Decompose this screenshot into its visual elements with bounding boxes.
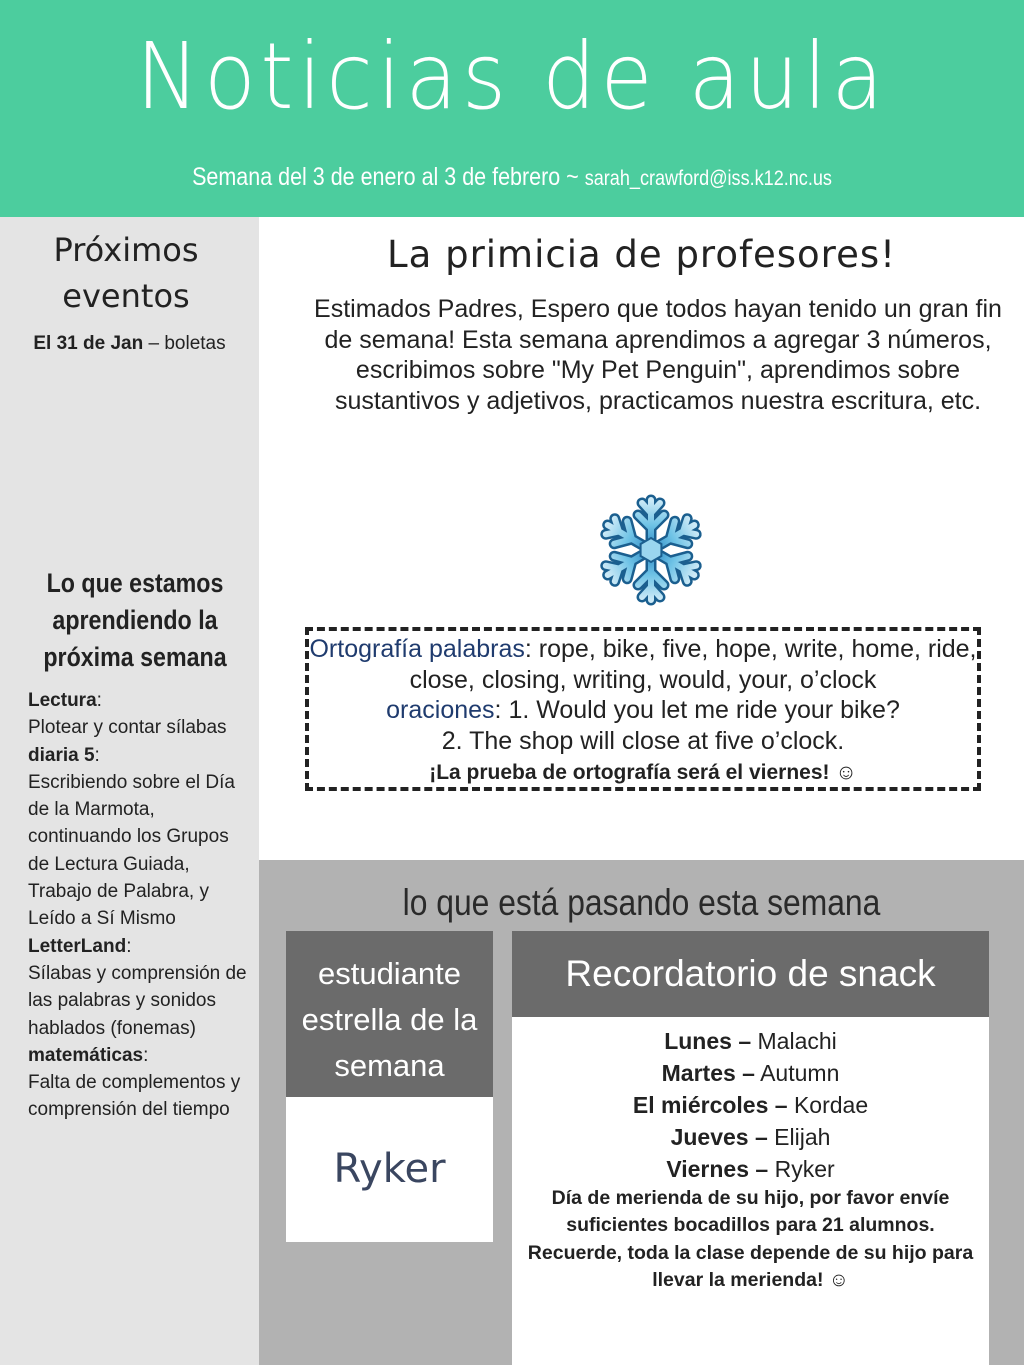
snack-name: Kordae — [793, 1092, 869, 1118]
upcoming-event — [0, 331, 259, 357]
snack-row — [512, 1089, 989, 1121]
teacher-scoop-title: La primicia de profesores! — [387, 233, 896, 276]
snack-row — [512, 1121, 989, 1153]
subject-item: diaria 5: Escribiendo sobre el Día de la Marmota, continuando los Grupos de Lectura Guiada, Trabajo de Palabra, y Leído a Sí Mismo — [28, 744, 235, 930]
snack-day: Lunes – — [664, 1028, 752, 1054]
spelling-test-note: ¡La prueba de ortografía será el viernes! ☺ — [429, 761, 857, 784]
subject-text: Falta de complementos y comprensión del tiempo — [28, 1072, 241, 1121]
subject-item: Lectura: Plotear y contar sílabas — [28, 690, 227, 739]
subject-label: LetterLand — [28, 935, 127, 957]
subject-label: Lectura — [28, 690, 97, 711]
spelling-words: : rope, bike, five, hope, write, home, ride, close, closing, writing, would, your, o’clock — [409, 635, 977, 694]
snack-day: El miércoles – — [632, 1092, 794, 1118]
snack-note: Día de merienda de su hijo, por favor envíe suficientes bocadillos para 21 alumnos. Recuerde, toda la clase depende de su hijo para llevar la merienda! ☺ — [527, 1187, 974, 1291]
subject-text: Plotear y contar sílabas — [28, 717, 227, 739]
star-student-card — [286, 931, 493, 1242]
sentence-2: 2. The shop will close at five o’clock. — [441, 726, 845, 755]
snack-row — [512, 1057, 989, 1089]
subjects-list — [28, 687, 253, 1124]
star-student-title: estudiante estrella de la semana — [286, 931, 493, 1097]
teacher-message: Estimados Padres, Espero que todos hayan tenido un gran fin de semana! Esta semana aprendimos a agregar 3 números, escribimos sobre "My Pet Penguin", aprendimos sobre sustantivos y adjetivos, practicamos nuestra escritura, etc. — [314, 295, 1002, 415]
sidebar — [0, 217, 259, 1365]
snack-name: Malachi — [751, 1028, 837, 1054]
event-date: El 31 de Jan — [33, 333, 144, 354]
snack-row — [512, 1153, 989, 1185]
header-banner — [0, 0, 1024, 217]
sentences-label: oraciones — [386, 696, 495, 724]
star-student-name: Ryker — [286, 1097, 493, 1242]
subject-label: diaria 5 — [28, 744, 95, 766]
snack-name: Ryker — [774, 1156, 835, 1182]
this-week-title: lo que está pasando esta semana — [402, 882, 881, 923]
sentence-1: : 1. Would you let me ride your bike? — [494, 696, 900, 724]
snack-name: Elijah — [774, 1124, 831, 1150]
subject-label: matemáticas — [28, 1044, 144, 1066]
spelling-label: Ortografía palabras — [309, 635, 525, 663]
subject-text: Sílabas y comprensión de las palabras y sonidos hablados (fonemas) — [28, 962, 247, 1039]
snack-day: Jueves – — [670, 1124, 775, 1150]
event-desc: – boletas — [143, 333, 226, 354]
snack-day: Viernes – — [666, 1156, 775, 1182]
teacher-email: sarah_crawford@iss.k12.nc.us — [584, 167, 832, 190]
next-week-learning-title: Lo que estamos aprendiendo la próxima semana — [43, 568, 227, 672]
newsletter-title: Noticias de aula — [136, 23, 888, 130]
snack-day: Martes – — [661, 1060, 755, 1086]
snack-name: Autumn — [754, 1060, 840, 1086]
upcoming-events-title: Próximos eventos — [53, 231, 199, 315]
snowflake-icon — [586, 494, 716, 606]
spelling-words-box — [305, 627, 981, 791]
this-week-section — [259, 860, 1024, 1365]
snack-row — [512, 1025, 989, 1057]
snack-reminder-title: Recordatorio de snack — [512, 931, 989, 1017]
snack-schedule — [512, 1017, 989, 1365]
newsletter-subtitle — [72, 157, 953, 199]
date-range: Semana del 3 de enero al 3 de febrero ~ — [192, 163, 585, 191]
subject-item: matemáticas: Falta de complementos y comprensión del tiempo — [28, 1044, 241, 1121]
subject-text: Escribiendo sobre el Día de la Marmota, continuando los Grupos de Lectura Guiada, Trabajo de Palabra, y Leído a Sí Mismo — [28, 771, 235, 930]
snack-reminder-card — [512, 931, 989, 1365]
subject-item: LetterLand: Sílabas y comprensión de las palabras y sonidos hablados (fonemas) — [28, 935, 247, 1039]
